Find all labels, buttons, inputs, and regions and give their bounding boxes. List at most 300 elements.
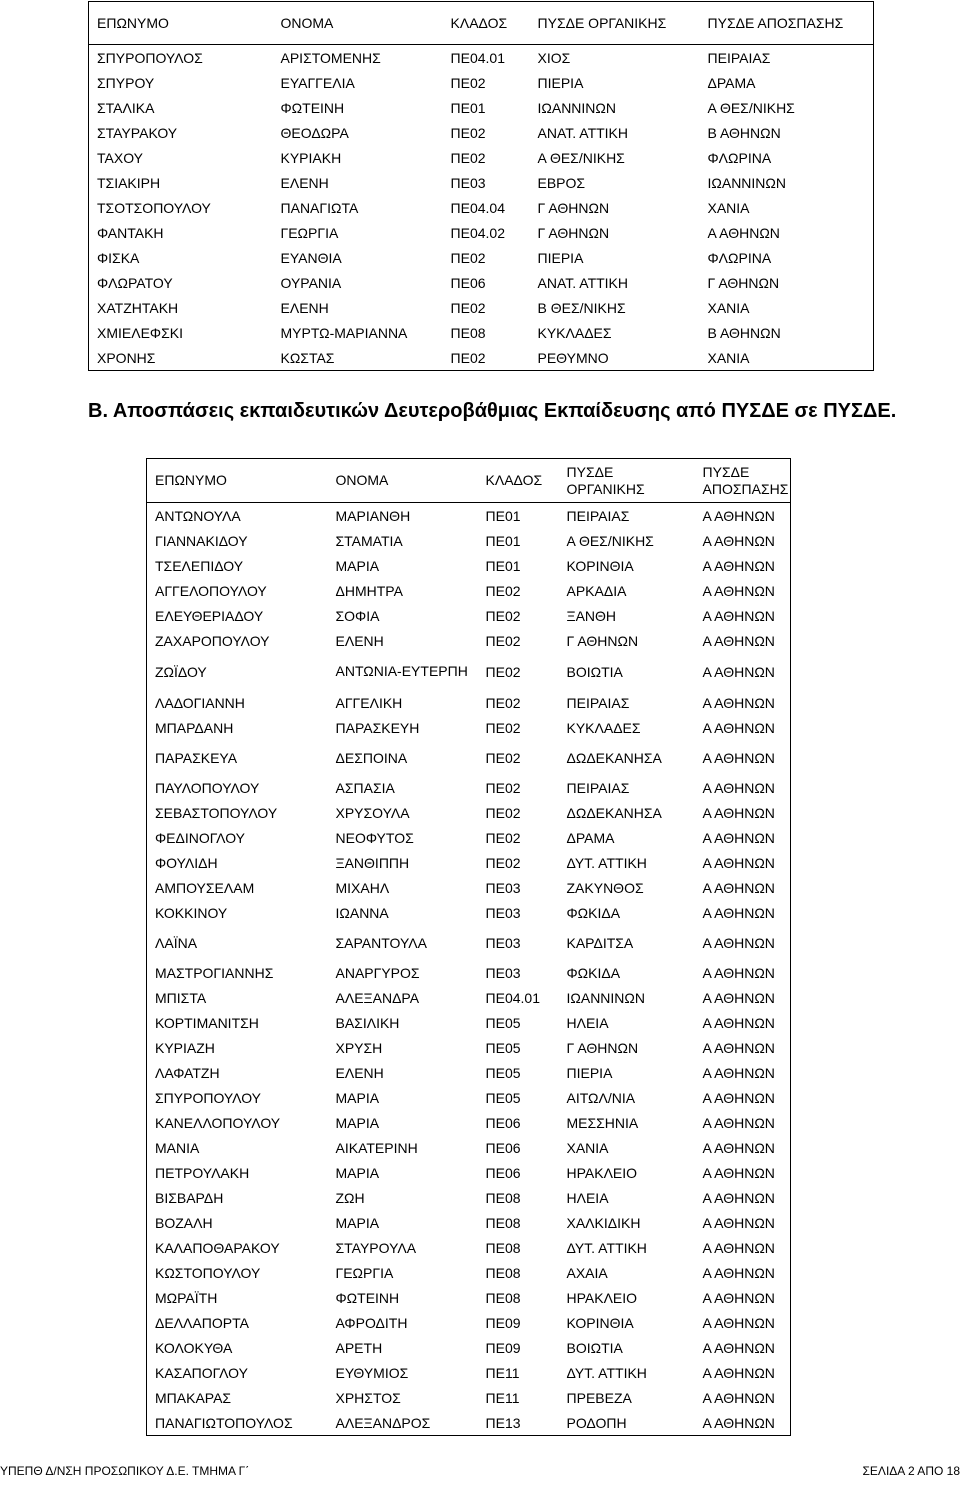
table-cell: ΖΩΗ	[335, 1189, 365, 1206]
column-header: ΠΥΣΔΕ ΑΠΟΣΠΑΣΗΣ	[695, 459, 791, 503]
table-cell: ΧΑΝΙΑ	[566, 1139, 609, 1156]
table-cell: Γ ΑΘΗΝΩΝ	[537, 224, 610, 241]
table-row	[147, 1135, 791, 1160]
footer-department: ΥΠΕΠΘ Δ/ΝΣΗ ΠΡΟΣΩΠΙΚΟΥ Δ.Ε. ΤΜΗΜΑ Γ΄	[0, 1464, 250, 1478]
table-cell: ΔΩΔΕΚΑΝΗΣΑ	[566, 804, 662, 821]
table-cell: ΚΩΣΤΟΠΟΥΛΟΥ	[155, 1264, 261, 1281]
table-row	[147, 1210, 791, 1235]
table-cell: ΠΕ01	[485, 507, 521, 524]
table-cell: ΠΙΕΡΙΑ	[566, 1064, 613, 1081]
table-cell: ΜΑΝΙΑ	[155, 1139, 200, 1156]
table-cell: ΠΕ05	[485, 1039, 521, 1056]
table-cell: ΠΕ11	[485, 1389, 520, 1406]
table-cell: ΑΝΑΤ. ΑΤΤΙΚΗ	[537, 274, 629, 291]
table-cell: ΠΕ02	[450, 124, 486, 141]
table-cell: Α ΑΘΗΝΩΝ	[702, 1289, 775, 1306]
table-cell: ΠΕ03	[450, 174, 486, 191]
table-cell: ΠΕΙΡΑΙΑΣ	[566, 779, 630, 796]
table-cell: ΠΕ02	[485, 607, 521, 624]
table-cell: ΒΙΣΒΑΡΔΗ	[155, 1189, 224, 1206]
table-cell: ΠΑΡΑΣΚΕΥΑ	[155, 749, 238, 766]
table-cell: ΚΥΡΙΑΚΗ	[280, 149, 342, 166]
table-cell: ΔΗΜΗΤΡΑ	[335, 582, 403, 599]
table-cell: ΣΑΡΑΝΤΟΥΛΑ	[335, 934, 427, 951]
table-cell: ΣΠΥΡΟΠΟΥΛΟΣ	[97, 49, 203, 66]
table-cell: ΜΥΡΤΩ-ΜΑΡΙΑΝΝΑ	[280, 324, 408, 341]
table-cell: ΚΑΛΑΠΟΘΑΡΑΚΟΥ	[155, 1239, 280, 1256]
section-heading: Β. Αποσπάσεις εκπαιδευτικών Δευτεροβάθμιας Εκπαίδευσης από ΠΥΣΔΕ σε ΠΥΣΔΕ.	[88, 400, 897, 422]
table-cell: Α ΑΘΗΝΩΝ	[702, 532, 775, 549]
table-cell: ΜΑΡΙΑ	[335, 1114, 380, 1131]
table-cell: ΠΕ09	[485, 1339, 521, 1356]
table-cell: ΕΒΡΟΣ	[537, 174, 586, 191]
table-row	[89, 95, 874, 120]
table-cell: ΦΩΤΕΙΝΗ	[335, 1289, 400, 1306]
table-cell: Β ΑΘΗΝΩΝ	[707, 124, 781, 141]
table-cell: Α ΑΘΗΝΩΝ	[702, 1389, 775, 1406]
table-cell: ΧΡΟΝΗΣ	[97, 349, 156, 366]
table-cell: Α ΑΘΗΝΩΝ	[702, 1214, 775, 1231]
table-cell: ΑΝΤΩΝΟΥΛΑ	[155, 507, 241, 524]
table-cell: ΜΩΡΑΪΤΗ	[155, 1289, 218, 1306]
table-cell: ΔΥΤ. ΑΤΤΙΚΗ	[566, 854, 647, 871]
table-cell: ΕΛΕΝΗ	[335, 1064, 384, 1081]
table-cell: ΡΕΘΥΜΝΟ	[537, 349, 609, 366]
table-cell: ΔΥΤ. ΑΤΤΙΚΗ	[566, 1364, 647, 1381]
table-cell: ΜΠΑΚΑΡΑΣ	[155, 1389, 232, 1406]
table-cell: ΚΩΣΤΑΣ	[280, 349, 335, 366]
column-header: ΠΥΣΔΕ ΑΠΟΣΠΑΣΗΣ	[700, 2, 874, 45]
table-cell: ΚΟΡΤΙΜΑΝΙΤΣΗ	[155, 1014, 259, 1031]
table-cell: Α ΑΘΗΝΩΝ	[702, 964, 775, 981]
table-cell: ΠΕΙΡΑΙΑΣ	[566, 507, 630, 524]
table-cell: ΔΩΔΕΚΑΝΗΣΑ	[566, 749, 662, 766]
table-cell: Α ΑΘΗΝΩΝ	[702, 749, 775, 766]
table-row	[89, 70, 874, 95]
table-cell: ΧΑΤΖΗΤΑΚΗ	[97, 299, 179, 316]
table-cell: ΠΕ06	[485, 1114, 521, 1131]
table-cell: ΔΡΑΜΑ	[566, 829, 615, 846]
table-cell: ΖΑΚΥΝΘΟΣ	[566, 879, 644, 896]
table-cell: Α ΑΘΗΝΩΝ	[702, 1139, 775, 1156]
table-cell: ΒΟΖΑΛΗ	[155, 1214, 213, 1231]
table-cell: ΠΑΡΑΣΚΕΥΗ	[335, 719, 420, 736]
table-cell: ΠΕ08	[450, 324, 486, 341]
table-row	[147, 603, 791, 628]
table-cell: ΜΠΙΣΤΑ	[155, 989, 207, 1006]
table-cell: ΞΑΝΘΗ	[566, 607, 617, 624]
table-cell: ΛΑΔΟΓΙΑΝΝΗ	[155, 694, 245, 711]
table-cell: ΠΕ02	[450, 299, 486, 316]
table-cell: Α ΑΘΗΝΩΝ	[702, 607, 775, 624]
table-row	[147, 1035, 791, 1060]
table-row	[147, 528, 791, 553]
table-cell: ΠΕ02	[485, 663, 521, 680]
table-cell: ΠΕ02	[450, 149, 486, 166]
table-cell: ΜΙΧΑΗΛ	[335, 879, 390, 896]
table-cell: ΠΕ02	[450, 74, 486, 91]
table-cell: ΦΩΚΙΔΑ	[566, 964, 621, 981]
table-cell: ΝΕΟΦΥΤΟΣ	[335, 829, 414, 846]
table-cell: ΙΩΑΝΝΑ	[335, 904, 389, 921]
table-cell: ΣΠΥΡΟΥ	[97, 74, 155, 91]
table-cell: ΦΛΩΡΙΝΑ	[707, 249, 772, 266]
table-cell: ΧΜΙΕΛΕΦΣΚΙ	[97, 324, 183, 341]
table-row	[147, 690, 791, 715]
table-cell: ΧΡΥΣΟΥΛΑ	[335, 804, 410, 821]
column-header: ΚΛΑΔΟΣ	[443, 2, 530, 45]
table-cell: ΘΕΟΔΩΡΑ	[280, 124, 349, 141]
table-row	[147, 553, 791, 578]
table-row	[147, 825, 791, 850]
table-row	[147, 578, 791, 603]
table-cell: ΦΟΥΛΙΔΗ	[155, 854, 218, 871]
table-cell: ΕΥΘΥΜΙΟΣ	[335, 1364, 409, 1381]
table-cell: ΑΣΠΑΣΙΑ	[335, 779, 395, 796]
table-row	[147, 1160, 791, 1185]
table-cell: Α ΑΘΗΝΩΝ	[702, 1314, 775, 1331]
column-header: ΟΝΟΜΑ	[328, 459, 478, 503]
table-cell: ΡΟΔΟΠΗ	[566, 1414, 627, 1431]
table-cell: ΦΛΩΡΑΤΟΥ	[97, 274, 173, 291]
table-row	[147, 850, 791, 875]
table-row	[147, 715, 791, 740]
table-cell: Α ΑΘΗΝΩΝ	[702, 779, 775, 796]
table-row	[89, 320, 874, 345]
table-cell: Α ΘΕΣ/ΝΙΚΗΣ	[537, 149, 625, 166]
table-cell: ΚΥΚΛΑΔΕΣ	[537, 324, 612, 341]
table-cell: ΠΕ08	[485, 1264, 521, 1281]
table-cell: Α ΑΘΗΝΩΝ	[702, 1164, 775, 1181]
table-row	[147, 653, 791, 690]
table-2-body	[147, 459, 791, 1436]
column-header: ΠΥΣΔΕ ΟΡΓΑΝΙΚΗΣ	[559, 459, 695, 503]
table-cell: ΓΕΩΡΓΙΑ	[335, 1264, 394, 1281]
table-cell: ΔΡΑΜΑ	[707, 74, 756, 91]
table-cell: Γ ΑΘΗΝΩΝ	[537, 199, 610, 216]
table-row	[147, 900, 791, 925]
table-cell: ΚΥΡΙΑΖΗ	[155, 1039, 215, 1056]
table-cell: ΠΕ08	[485, 1214, 521, 1231]
table-cell: ΤΣΕΛΕΠΙΔΟΥ	[155, 557, 244, 574]
header-row	[89, 2, 874, 45]
table-cell: ΠΕ01	[485, 532, 521, 549]
table-cell: ΠΕ04.01	[450, 49, 505, 66]
table-cell: ΠΕ02	[485, 779, 521, 796]
table-cell: Α ΑΘΗΝΩΝ	[702, 507, 775, 524]
table-cell: Α ΑΘΗΝΩΝ	[702, 1114, 775, 1131]
table-cell: ΠΕ08	[485, 1239, 521, 1256]
table-cell: Α ΑΘΗΝΩΝ	[707, 224, 780, 241]
table-cell: ΕΛΕΝΗ	[280, 299, 329, 316]
table-cell: ΗΡΑΚΛΕΙΟ	[566, 1164, 638, 1181]
table-cell: Α ΑΘΗΝΩΝ	[702, 1364, 775, 1381]
table-cell: ΒΑΣΙΛΙΚΗ	[335, 1014, 400, 1031]
table-row	[147, 1235, 791, 1260]
table-row	[147, 1385, 791, 1410]
table-cell: Γ ΑΘΗΝΩΝ	[566, 1039, 639, 1056]
table-cell: ΚΥΚΛΑΔΕΣ	[566, 719, 641, 736]
table-cell: ΦΛΩΡΙΝΑ	[707, 149, 772, 166]
table-cell: ΔΕΣΠΟΙΝΑ	[335, 749, 408, 766]
table-cell: ΑΙΚΑΤΕΡΙΝΗ	[335, 1139, 418, 1156]
table-row	[147, 1285, 791, 1310]
table-cell: ΑΡΕΤΗ	[335, 1339, 383, 1356]
table-cell: ΑΛΕΞΑΝΔΡΑ	[335, 989, 420, 1006]
table-cell: ΠΕ02	[485, 582, 521, 599]
table-row	[147, 1085, 791, 1110]
table-cell: ΕΛΕΥΘΕΡΙΑΔΟΥ	[155, 607, 264, 624]
table-row	[147, 1110, 791, 1135]
table-cell: ΦΩΚΙΔΑ	[566, 904, 621, 921]
table-cell: ΠΕ02	[485, 804, 521, 821]
table-cell: ΔΕΛΛΑΠΟΡΤΑ	[155, 1314, 249, 1331]
table-cell: ΣΤΑΥΡΑΚΟΥ	[97, 124, 178, 141]
table-cell: ΠΕ09	[485, 1314, 521, 1331]
table-cell: ΗΡΑΚΛΕΙΟ	[566, 1289, 638, 1306]
table-cell: ΜΕΣΣΗΝΙΑ	[566, 1114, 639, 1131]
table-cell: Α ΑΘΗΝΩΝ	[702, 719, 775, 736]
table-cell: ΠΕ01	[485, 557, 521, 574]
table-cell: ΧΙΟΣ	[537, 49, 571, 66]
table-cell: ΣΕΒΑΣΤΟΠΟΥΛΟΥ	[155, 804, 278, 821]
table-cell: ΠΑΝΑΓΙΩΤΟΠΟΥΛΟΣ	[155, 1414, 293, 1431]
table-cell: ΠΙΕΡΙΑ	[537, 74, 584, 91]
table-row	[147, 985, 791, 1010]
table-cell: ΑΡΙΣΤΟΜΕΝΗΣ	[280, 49, 381, 66]
table-cell: ΦΩΤΕΙΝΗ	[280, 99, 345, 116]
table-cell: Α ΑΘΗΝΩΝ	[702, 557, 775, 574]
table-cell: ΠΕ02	[485, 854, 521, 871]
table-cell: ΠΕ05	[485, 1064, 521, 1081]
table-cell: ΗΛΕΙΑ	[566, 1014, 609, 1031]
column-header: ΚΛΑΔΟΣ	[478, 459, 559, 503]
table-cell: ΑΜΠΟΥΣΕΛΑΜ	[155, 879, 255, 896]
table-cell: ΕΛΕΝΗ	[335, 632, 384, 649]
table-cell: ΠΕΙΡΑΙΑΣ	[566, 694, 630, 711]
table-cell: ΜΑΣΤΡΟΓΙΑΝΝΗΣ	[155, 964, 274, 981]
table-cell: ΕΥΑΝΘΙΑ	[280, 249, 342, 266]
table-cell: ΟΥΡΑΝΙΑ	[280, 274, 342, 291]
table-cell: Β ΑΘΗΝΩΝ	[707, 324, 781, 341]
table-cell: Α ΑΘΗΝΩΝ	[702, 829, 775, 846]
table-cell: Α ΑΘΗΝΩΝ	[702, 1014, 775, 1031]
table-cell: ΣΤΑΥΡΟΥΛΑ	[335, 1239, 417, 1256]
table-cell: ΠΕ13	[485, 1414, 521, 1431]
table-cell: ΠΕ06	[450, 274, 486, 291]
table-cell: Α ΑΘΗΝΩΝ	[702, 934, 775, 951]
table-cell: ΠΕ02	[450, 249, 486, 266]
column-header: ΕΠΩΝΥΜΟ	[89, 2, 273, 45]
table-cell: ΑΙΤΩΛ/ΝΙΑ	[566, 1089, 636, 1106]
table-cell: ΤΣΙΑΚΙΡΗ	[97, 174, 161, 191]
table-row	[147, 628, 791, 653]
table-cell: ΓΙΑΝΝΑΚΙΔΟΥ	[155, 532, 248, 549]
table-row	[147, 775, 791, 800]
table-cell: ΠΕ01	[450, 99, 486, 116]
table-cell: ΖΑΧΑΡΟΠΟΥΛΟΥ	[155, 632, 270, 649]
table-cell: Α ΑΘΗΝΩΝ	[702, 694, 775, 711]
table-cell: ΞΑΝΘΙΠΠΗ	[335, 854, 410, 871]
table-cell: ΧΑΛΚΙΔΙΚΗ	[566, 1214, 641, 1231]
table-cell: ΠΕ02	[485, 694, 521, 711]
table-cell: ΙΩΑΝΝΙΝΩΝ	[566, 989, 645, 1006]
table-cell: Α ΘΕΣ/ΝΙΚΗΣ	[707, 99, 795, 116]
table-cell: ΠΕΤΡΟΥΛΑΚΗ	[155, 1164, 250, 1181]
table-row	[147, 1410, 791, 1436]
table-cell: ΜΑΡΙΑ	[335, 1214, 380, 1231]
table-row	[89, 270, 874, 295]
table-cell: ΚΟΡΙΝΘΙΑ	[566, 557, 634, 574]
table-cell: ΕΛΕΝΗ	[280, 174, 329, 191]
table-row	[89, 220, 874, 245]
table-row	[147, 960, 791, 985]
table-row	[147, 1010, 791, 1035]
table-cell: ΛΑΦΑΤΖΗ	[155, 1064, 220, 1081]
table-cell: ΣΤΑΜΑΤΙΑ	[335, 532, 403, 549]
table-cell: ΑΡΚΑΔΙΑ	[566, 582, 627, 599]
table-row	[147, 1335, 791, 1360]
table-row	[89, 245, 874, 270]
table-1-body	[89, 2, 874, 371]
table-row	[147, 740, 791, 775]
table-cell: ΧΑΝΙΑ	[707, 349, 750, 366]
table-cell: ΣΠΥΡΟΠΟΥΛΟΥ	[155, 1089, 262, 1106]
table-cell: ΠΑΥΛΟΠΟΥΛΟΥ	[155, 779, 260, 796]
table-cell: ΒΟΙΩΤΙΑ	[566, 1339, 623, 1356]
table-cell: Α ΑΘΗΝΩΝ	[702, 1339, 775, 1356]
table-cell: Α ΑΘΗΝΩΝ	[702, 1064, 775, 1081]
column-header: ΟΝΟΜΑ	[273, 2, 443, 45]
table-row	[147, 1260, 791, 1285]
table-cell: ΙΩΑΝΝΙΝΩΝ	[707, 174, 786, 191]
table-cell: ΠΕ02	[485, 829, 521, 846]
table-cell: ΚΟΡΙΝΘΙΑ	[566, 1314, 634, 1331]
table-cell: ΤΑΧΟΥ	[97, 149, 143, 166]
table-row	[89, 145, 874, 170]
table-cell: ΠΕ02	[450, 349, 486, 366]
footer-page-number: ΣΕΛΙΔΑ 2 ΑΠΟ 18	[862, 1464, 960, 1478]
table-cell: ΑΦΡΟΔΙΤΗ	[335, 1314, 408, 1331]
table-cell: ΛΑΪΝΑ	[155, 934, 198, 951]
table-cell: ΠΕ05	[485, 1014, 521, 1031]
table-cell: Α ΑΘΗΝΩΝ	[702, 663, 775, 680]
table-cell: Α ΑΘΗΝΩΝ	[702, 1189, 775, 1206]
table-cell: ΠΡΕΒΕΖΑ	[566, 1389, 632, 1406]
table-cell: ΑΝΑΤ. ΑΤΤΙΚΗ	[537, 124, 629, 141]
placements-table-1	[88, 1, 874, 371]
table-cell: ΧΑΝΙΑ	[707, 299, 750, 316]
table-cell: ΑΓΓΕΛΟΠΟΥΛΟΥ	[155, 582, 267, 599]
table-row	[147, 1185, 791, 1210]
table-cell: ΠΕ11	[485, 1364, 520, 1381]
table-cell: Α ΘΕΣ/ΝΙΚΗΣ	[566, 532, 654, 549]
table-cell: ΑΝΤΩΝΙΑ-ΕΥΤΕΡΠΗ	[335, 663, 468, 679]
table-cell: ΜΠΑΡΔΑΝΗ	[155, 719, 234, 736]
table-cell: ΧΡΥΣΗ	[335, 1039, 383, 1056]
table-cell: ΠΕ04.01	[485, 989, 540, 1006]
table-cell: ΦΑΝΤΑΚΗ	[97, 224, 164, 241]
placements-table-2	[146, 458, 791, 1436]
table-cell: ΠΕ03	[485, 904, 521, 921]
column-header: ΕΠΩΝΥΜΟ	[147, 459, 328, 503]
table-cell: ΠΕ05	[485, 1089, 521, 1106]
table-row	[89, 170, 874, 195]
table-cell: ΣΤΑΛΙΚΑ	[97, 99, 155, 116]
table-cell: ΦΕΔΙΝΟΓΛΟΥ	[155, 829, 246, 846]
table-row	[147, 1360, 791, 1385]
table-cell: ΑΛΕΞΑΝΔΡΟΣ	[335, 1414, 431, 1431]
table-cell: ΖΩΪΔΟΥ	[155, 663, 207, 680]
table-cell: ΦΙΣΚΑ	[97, 249, 140, 266]
table-cell: Γ ΑΘΗΝΩΝ	[707, 274, 780, 291]
table-cell: ΠΕ03	[485, 964, 521, 981]
table-cell: ΙΩΑΝΝΙΝΩΝ	[537, 99, 616, 116]
table-cell: ΜΑΡΙΑ	[335, 1164, 380, 1181]
table-cell: Α ΑΘΗΝΩΝ	[702, 1264, 775, 1281]
table-row	[147, 503, 791, 529]
table-cell: ΚΟΛΟΚΥΘΑ	[155, 1339, 233, 1356]
table-cell: Α ΑΘΗΝΩΝ	[702, 1039, 775, 1056]
table-cell: Α ΑΘΗΝΩΝ	[702, 1414, 775, 1431]
table-cell: ΚΑΣΑΠΟΓΛΟΥ	[155, 1364, 248, 1381]
table-cell: ΠΕ03	[485, 879, 521, 896]
table-cell: Α ΑΘΗΝΩΝ	[702, 904, 775, 921]
table-cell: ΤΣΟΤΣΟΠΟΥΛΟΥ	[97, 199, 211, 216]
table-cell: ΚΟΚΚΙΝΟΥ	[155, 904, 228, 921]
table-cell: ΠΕ02	[485, 749, 521, 766]
table-cell: Α ΑΘΗΝΩΝ	[702, 632, 775, 649]
table-cell: Α ΑΘΗΝΩΝ	[702, 582, 775, 599]
table-cell: ΠΕ06	[485, 1164, 521, 1181]
table-cell: Α ΑΘΗΝΩΝ	[702, 854, 775, 871]
table-cell: ΠΕ04.04	[450, 199, 505, 216]
table-cell: Α ΑΘΗΝΩΝ	[702, 1239, 775, 1256]
table-cell: ΠΑΝΑΓΙΩΤΑ	[280, 199, 359, 216]
table-cell: ΠΕ06	[485, 1139, 521, 1156]
table-cell: ΑΓΓΕΛΙΚΗ	[335, 694, 403, 711]
table-cell: ΕΥΑΓΓΕΛΙΑ	[280, 74, 355, 91]
table-cell: Α ΑΘΗΝΩΝ	[702, 879, 775, 896]
table-cell: ΣΟΦΙΑ	[335, 607, 380, 624]
table-row	[147, 925, 791, 960]
table-row	[147, 875, 791, 900]
column-header: ΠΥΣΔΕ ΟΡΓΑΝΙΚΗΣ	[530, 2, 700, 45]
table-row	[89, 120, 874, 145]
table-cell: ΗΛΕΙΑ	[566, 1189, 609, 1206]
table-cell: ΠΕΙΡΑΙΑΣ	[707, 49, 771, 66]
table-cell: ΔΥΤ. ΑΤΤΙΚΗ	[566, 1239, 647, 1256]
table-cell: ΠΕ02	[485, 632, 521, 649]
table-cell: ΒΟΙΩΤΙΑ	[566, 663, 623, 680]
table-cell: Β ΘΕΣ/ΝΙΚΗΣ	[537, 299, 626, 316]
table-cell: ΜΑΡΙΑ	[335, 557, 380, 574]
table-row	[89, 295, 874, 320]
table-cell: Α ΑΘΗΝΩΝ	[702, 1089, 775, 1106]
table-cell: ΚΑΡΔΙΤΣΑ	[566, 934, 634, 951]
table-cell: ΑΝΑΡΓΥΡΟΣ	[335, 964, 420, 981]
table-cell: Α ΑΘΗΝΩΝ	[702, 989, 775, 1006]
table-cell: ΠΕ04.02	[450, 224, 505, 241]
table-cell: ΑΧΑΙΑ	[566, 1264, 608, 1281]
table-cell: ΜΑΡΙΑΝΘΗ	[335, 507, 411, 524]
table-cell: ΠΕ08	[485, 1189, 521, 1206]
table-cell: ΓΕΩΡΓΙΑ	[280, 224, 339, 241]
table-cell: Α ΑΘΗΝΩΝ	[702, 804, 775, 821]
table-cell: ΧΑΝΙΑ	[707, 199, 750, 216]
table-cell: ΠΕ08	[485, 1289, 521, 1306]
table-cell: ΧΡΗΣΤΟΣ	[335, 1389, 401, 1406]
